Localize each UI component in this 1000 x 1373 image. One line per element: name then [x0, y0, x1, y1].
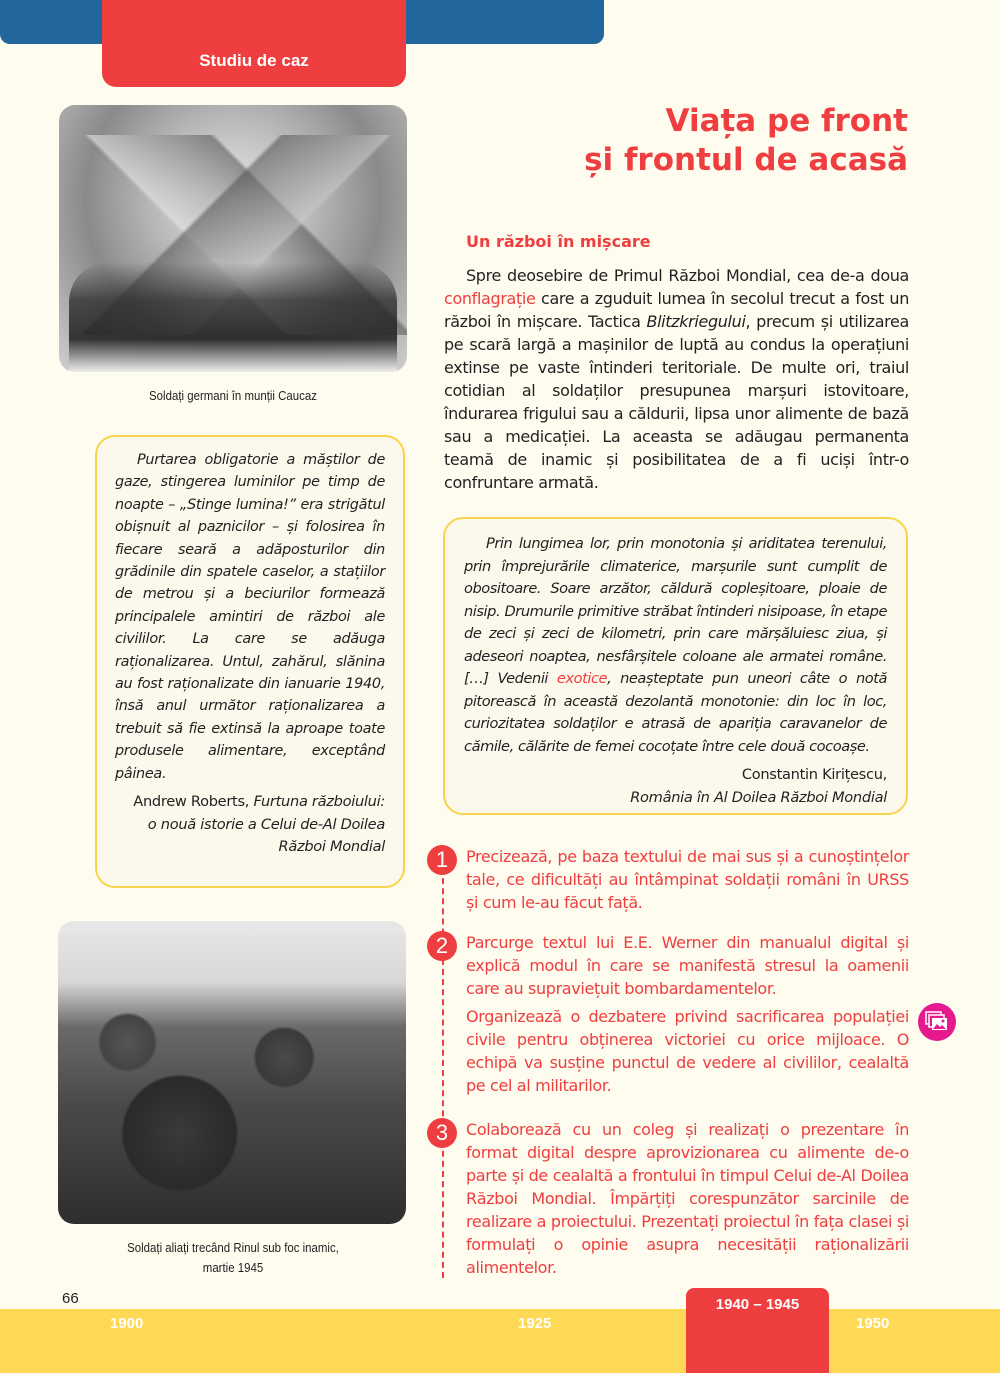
- page-title-line1: Viața pe front: [665, 103, 908, 139]
- quote-text: Purtarea obligatorie a măștilor de gaze, stingerea luminilor pe timp de noapte – „Stinge lumina!” era strigătul obișnuit al paznicilor – și folosirea în fiecare seară a adăposturilor din grădinile din spatele caselor, a stațiilor de metrou și a beciurilor formează principalele amintiri de război ale civililor. La care se adăuga raționalizarea. Untul, zahărul, slănina au fost raționalizate din ianuarie 1940, însă anul următor raționalizarea a trebuit să fie extinsă la aproape toate produsele alimentare, exceptând pâinea.: [115, 452, 385, 782]
- page-title: [584, 102, 908, 180]
- body-paragraph: Spre deosebire de Primul Război Mondial, cea de-a doua conflagrație care a zguduit lumea în secolul trecut a fost un război în mișcare. Tactica Blitzkriegului, precum și utilizarea pe scară largă a mașinilor de luptă au condus la operațiuni extinse pe vaste întinderi teritoriale. De multe ori, traiul cotidian al soldaților presupunea marșuri istovitoare, îndurarea frigului sau a căldurii, lipsa unor alimente de bază sau a medicației. La aceasta se adăugau permanenta teamă de inamic și posibilitatea de a fi uciși într-o confruntare armată.: [444, 266, 909, 492]
- task-item: Parcurge textul lui E.E. Werner din manualul digital și explică modul în care se manifestă stresul la oamenii care au supraviețuit bombardamentelor.: [466, 933, 909, 998]
- quote-text: Prin lungimea lor, prin monotonia și ariditatea terenului, prin împrejurările climaterice, marșurile sunt cumplit de obositoare. Soare arzător, căldură copleșitoare, ploaie de nisip. Drumurile primitive străbat întinderi nisipoase, în etape de zeci și zeci de kilometri, prin care mărșăluiesc ziua, și adeseori noaptea, nesfârșitele coloane ale armatei române. […] Vedenii exotice, neașteptate pun uneori câte o notă pitorească în această dezolantă monotonie: din loc în loc, curiozitatea soldaților e atrasă de apariția caravanelor de cămile, călărite de femei cocoțate între cele două cocoașe.: [464, 535, 887, 755]
- page-title-line2: și frontul de acasă: [584, 142, 908, 178]
- soldiers-graphic: [69, 262, 397, 372]
- timeline-active-period: 1940 – 1945: [686, 1288, 829, 1373]
- page-number: 66: [62, 1290, 79, 1307]
- quote-source: Andrew Roberts, Furtuna războiului: o nouă istorie a Celui de-Al Doilea Război Mondial: [133, 793, 385, 856]
- quote-box-roberts: [95, 435, 405, 888]
- task-number-badge: 2: [427, 931, 457, 961]
- timeline-bar: [0, 1309, 1000, 1373]
- photo-caption: Soldați germani în munții Caucaz: [149, 388, 317, 403]
- section-subheading: Un război în mișcare: [466, 232, 651, 251]
- quote-source: Constantin Kirițescu, România în Al Doilea Război Mondial: [630, 766, 887, 806]
- image-gallery-icon[interactable]: [918, 1003, 956, 1041]
- timeline-year: 1900: [110, 1315, 144, 1332]
- photo-caucasus-soldiers: [59, 105, 407, 372]
- quote-box-kiritescu: [443, 517, 908, 815]
- task-number-badge: 1: [427, 845, 457, 875]
- task-item: Colaborează cu un coleg și realizați o prezentare în format digital despre aprovizionarea cu alimente de-o parte și de cealaltă a frontului în timpul Celui de-Al Doilea Război Mondial. Împărțiți corespunzător sarcinile de realizare a proiectului. Prezentați proiectul în fața clasei și formulați o opinie asupra necesității raționalizării alimentelor.: [466, 1120, 909, 1277]
- timeline-year: 1925: [518, 1315, 552, 1332]
- task-item-extra: Organizează o dezbatere privind sacrificarea populației civile pentru obținerea victoriei cu orice mijloace. O echipă va susține punctul de vedere al civililor, cealaltă pe cel al militarilor.: [466, 1007, 909, 1095]
- section-label: Studiu de caz: [102, 0, 406, 87]
- task-number-badge: 3: [427, 1118, 457, 1148]
- photo-rhine-crossing: [58, 921, 406, 1224]
- glossary-term[interactable]: conflagrație: [444, 289, 536, 308]
- timeline-year: 1950: [856, 1315, 890, 1332]
- tasks-connector-line: [442, 868, 444, 1278]
- task-item: Precizează, pe baza textului de mai sus și a cunoștințelor tale, ce dificultăți au întâmpinat soldații români în URSS și cum le-au făcut față.: [466, 847, 909, 912]
- gallery-glyph-icon: [925, 1011, 949, 1033]
- glossary-term[interactable]: exotice: [556, 670, 608, 687]
- photo-caption: Soldați aliați trecând Rinul sub foc inamic, martie 1945: [127, 1240, 339, 1275]
